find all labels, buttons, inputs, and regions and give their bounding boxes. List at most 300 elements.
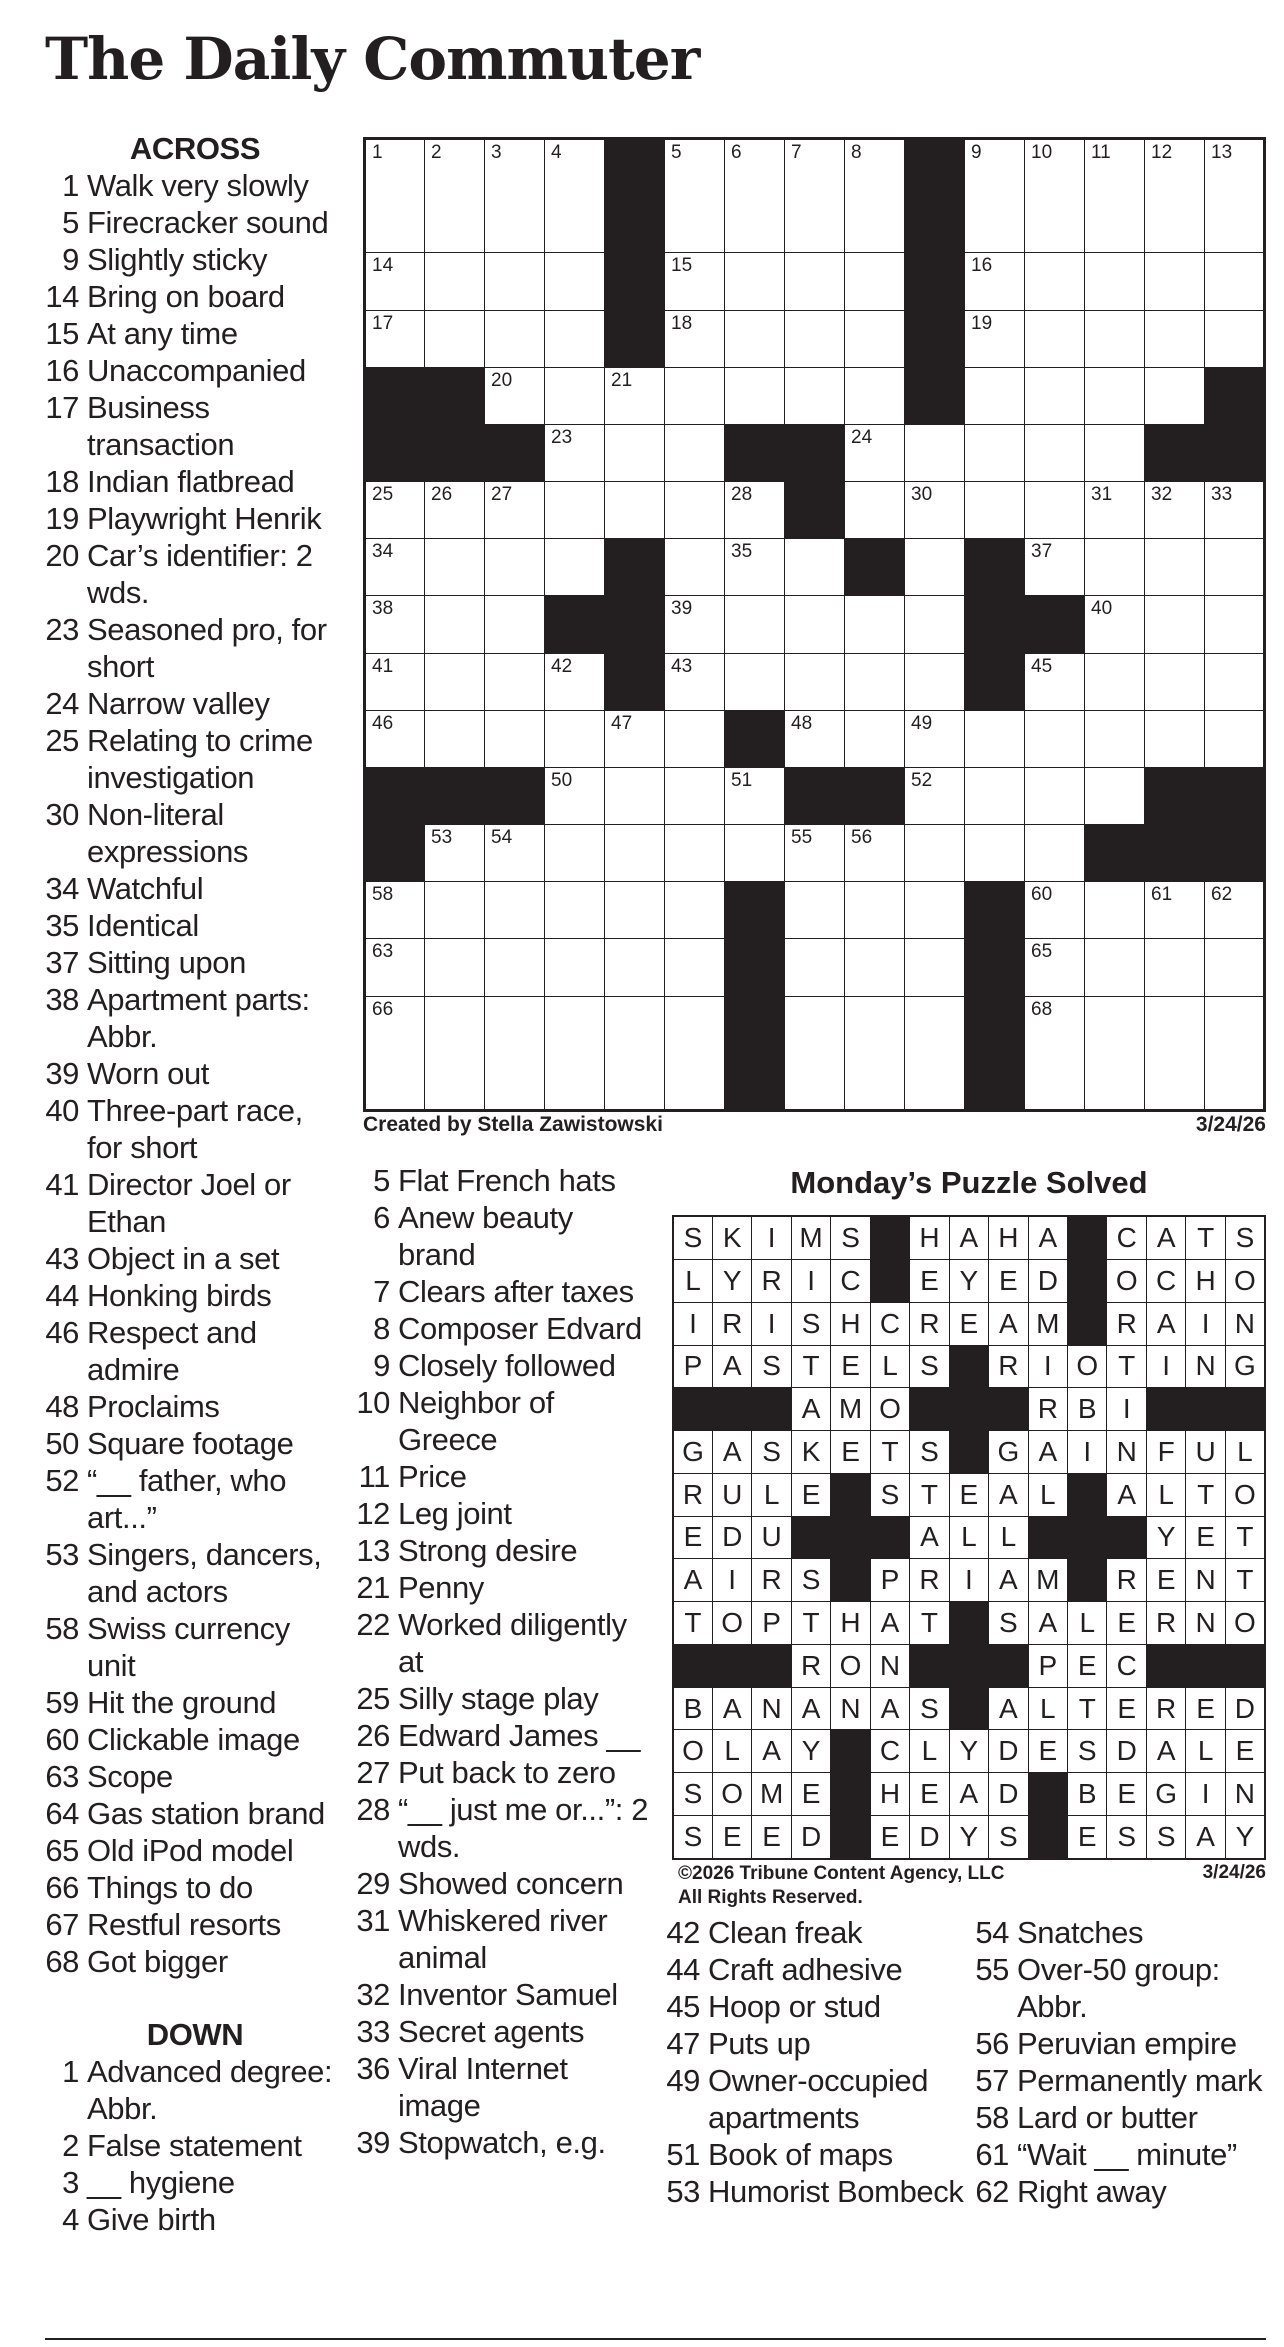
grid-cell[interactable] bbox=[665, 596, 725, 653]
grid-cell[interactable] bbox=[905, 996, 965, 1110]
grid-cell[interactable] bbox=[785, 825, 845, 882]
grid-cell[interactable] bbox=[485, 939, 545, 996]
grid-cell[interactable] bbox=[545, 482, 605, 539]
solution-letter: I bbox=[1186, 1302, 1225, 1345]
grid-cell[interactable] bbox=[1145, 882, 1205, 939]
grid-cell[interactable] bbox=[665, 653, 725, 710]
black-square bbox=[1145, 825, 1205, 882]
grid-cell[interactable] bbox=[1025, 996, 1085, 1110]
black-square bbox=[425, 767, 485, 824]
grid-cell[interactable] bbox=[1025, 310, 1085, 367]
grid-cell[interactable] bbox=[785, 367, 845, 424]
grid-row bbox=[365, 825, 1265, 882]
clue-text: Strong desire bbox=[398, 1533, 578, 1568]
grid-cell[interactable] bbox=[845, 825, 905, 882]
grid-cell[interactable] bbox=[605, 882, 665, 939]
grid-cell[interactable] bbox=[1025, 253, 1085, 310]
grid-cell[interactable] bbox=[485, 482, 545, 539]
grid-cell[interactable] bbox=[1025, 939, 1085, 996]
grid-cell[interactable] bbox=[545, 139, 605, 253]
grid-cell[interactable] bbox=[665, 767, 725, 824]
solution-black-square bbox=[831, 1773, 870, 1816]
grid-cell[interactable] bbox=[665, 367, 725, 424]
grid-cell[interactable] bbox=[905, 424, 965, 481]
clue bbox=[356, 2124, 656, 2161]
grid-cell[interactable] bbox=[1205, 596, 1265, 653]
grid-cell[interactable] bbox=[1145, 310, 1205, 367]
grid-cell[interactable] bbox=[365, 139, 425, 253]
grid-cell[interactable] bbox=[965, 767, 1025, 824]
solution-black-square bbox=[752, 1644, 791, 1687]
grid-cell[interactable] bbox=[905, 825, 965, 882]
clue bbox=[356, 1680, 656, 1717]
grid-cell[interactable] bbox=[665, 539, 725, 596]
solution-letter: T bbox=[1068, 1687, 1107, 1730]
grid-cell[interactable] bbox=[1025, 767, 1085, 824]
clue bbox=[45, 204, 345, 241]
grid-cell[interactable] bbox=[425, 882, 485, 939]
grid-cell[interactable] bbox=[1025, 825, 1085, 882]
grid-cell[interactable] bbox=[485, 596, 545, 653]
clue-number: 7 bbox=[373, 1274, 390, 1309]
grid-cell[interactable] bbox=[1025, 482, 1085, 539]
grid-cell[interactable] bbox=[665, 939, 725, 996]
clue-text: Bring on board bbox=[87, 279, 285, 314]
grid-cell[interactable] bbox=[425, 139, 485, 253]
solution-letter: R bbox=[1028, 1388, 1067, 1431]
grid-cell[interactable] bbox=[1085, 139, 1145, 253]
solution-letter: C bbox=[1107, 1216, 1146, 1260]
solution-letter: A bbox=[712, 1687, 751, 1730]
solution-black-square bbox=[1068, 1302, 1107, 1345]
grid-cell[interactable] bbox=[665, 825, 725, 882]
cell-number: 61 bbox=[1151, 884, 1173, 906]
grid-cell[interactable] bbox=[965, 367, 1025, 424]
grid-cell[interactable] bbox=[485, 653, 545, 710]
clue-text: Relating to crime investigation bbox=[87, 723, 313, 795]
grid-cell[interactable] bbox=[1085, 767, 1145, 824]
solution-letter: N bbox=[1186, 1345, 1225, 1388]
clue-text: Restful resorts bbox=[87, 1907, 281, 1942]
clue bbox=[45, 1721, 345, 1758]
grid-cell[interactable] bbox=[785, 539, 845, 596]
clue bbox=[975, 2136, 1275, 2173]
grid-cell[interactable] bbox=[425, 253, 485, 310]
grid-cell[interactable] bbox=[785, 253, 845, 310]
grid-cell[interactable] bbox=[725, 310, 785, 367]
grid-cell[interactable] bbox=[905, 939, 965, 996]
clue bbox=[45, 1610, 345, 1684]
grid-cell[interactable] bbox=[1085, 882, 1145, 939]
grid-cell[interactable] bbox=[605, 996, 665, 1110]
grid-cell[interactable] bbox=[785, 882, 845, 939]
solution-letter: G bbox=[1225, 1345, 1265, 1388]
solution-letter: R bbox=[752, 1559, 791, 1602]
grid-cell[interactable] bbox=[365, 482, 425, 539]
solution-letter: N bbox=[1186, 1602, 1225, 1645]
grid-cell[interactable] bbox=[425, 310, 485, 367]
solution-letter: N bbox=[870, 1644, 909, 1687]
grid-cell[interactable] bbox=[905, 710, 965, 767]
grid-cell[interactable] bbox=[545, 882, 605, 939]
solution-black-square bbox=[1068, 1216, 1107, 1260]
grid-cell[interactable] bbox=[545, 767, 605, 824]
black-square bbox=[485, 424, 545, 481]
grid-cell[interactable] bbox=[1205, 482, 1265, 539]
grid-cell[interactable] bbox=[1205, 882, 1265, 939]
solution-letter: L bbox=[712, 1730, 751, 1773]
solution-letter: N bbox=[1225, 1773, 1265, 1816]
clue-number: 60 bbox=[45, 1722, 79, 1757]
cell-number: 6 bbox=[731, 142, 742, 163]
crossword-grid[interactable] bbox=[363, 137, 1266, 1112]
grid-cell[interactable] bbox=[365, 996, 425, 1110]
grid-cell[interactable] bbox=[365, 539, 425, 596]
cell-number: 1 bbox=[372, 142, 383, 163]
grid-cell[interactable] bbox=[545, 310, 605, 367]
grid-cell[interactable] bbox=[1085, 939, 1145, 996]
solution-letter: O bbox=[712, 1602, 751, 1645]
grid-cell[interactable] bbox=[1025, 539, 1085, 596]
solution-letter: A bbox=[712, 1431, 751, 1474]
grid-cell[interactable] bbox=[1085, 253, 1145, 310]
grid-cell[interactable] bbox=[605, 367, 665, 424]
grid-cell[interactable] bbox=[545, 710, 605, 767]
grid-cell[interactable] bbox=[365, 596, 425, 653]
grid-cell[interactable] bbox=[1145, 996, 1205, 1110]
grid-cell[interactable] bbox=[845, 653, 905, 710]
grid-cell[interactable] bbox=[1085, 539, 1145, 596]
grid-cell[interactable] bbox=[845, 482, 905, 539]
copyright-line-1: ©2026 Tribune Content Agency, LLC bbox=[678, 1863, 1005, 1884]
clue-text: Leg joint bbox=[398, 1496, 512, 1531]
grid-cell[interactable] bbox=[1205, 996, 1265, 1110]
solution-letter: E bbox=[831, 1431, 870, 1474]
grid-cell[interactable] bbox=[845, 882, 905, 939]
grid-cell[interactable] bbox=[665, 996, 725, 1110]
solution-letter: E bbox=[910, 1773, 949, 1816]
grid-cell[interactable] bbox=[965, 825, 1025, 882]
solution-letter: E bbox=[712, 1815, 751, 1859]
grid-cell[interactable] bbox=[365, 653, 425, 710]
black-square bbox=[365, 367, 425, 424]
grid-cell[interactable] bbox=[1145, 539, 1205, 596]
grid-cell[interactable] bbox=[905, 653, 965, 710]
clue-number: 59 bbox=[45, 1685, 79, 1720]
grid-cell[interactable] bbox=[1025, 367, 1085, 424]
cell-number: 62 bbox=[1211, 884, 1233, 906]
grid-cell[interactable] bbox=[845, 424, 905, 481]
cell-number: 56 bbox=[851, 827, 873, 849]
cell-number: 23 bbox=[551, 426, 573, 448]
grid-cell[interactable] bbox=[1025, 882, 1085, 939]
clue bbox=[666, 1914, 966, 1951]
clue-text: Humorist Bombeck bbox=[708, 2174, 964, 2209]
grid-cell[interactable] bbox=[545, 424, 605, 481]
grid-cell[interactable] bbox=[965, 482, 1025, 539]
clue-text: Silly stage play bbox=[398, 1681, 599, 1716]
solution-letter: D bbox=[989, 1773, 1028, 1816]
grid-cell[interactable] bbox=[1205, 710, 1265, 767]
grid-cell[interactable] bbox=[665, 882, 725, 939]
solution-black-square bbox=[831, 1516, 870, 1559]
grid-cell[interactable] bbox=[545, 367, 605, 424]
grid-cell[interactable] bbox=[545, 653, 605, 710]
solution-black-square bbox=[1146, 1388, 1185, 1431]
grid-cell[interactable] bbox=[425, 939, 485, 996]
solution-letter: I bbox=[673, 1302, 712, 1345]
clue-text: Slightly sticky bbox=[87, 242, 268, 277]
cell-number: 42 bbox=[551, 655, 573, 677]
grid-cell[interactable] bbox=[905, 539, 965, 596]
grid-cell[interactable] bbox=[845, 253, 905, 310]
grid-cell[interactable] bbox=[1025, 424, 1085, 481]
solution-letter: L bbox=[989, 1516, 1028, 1559]
grid-row bbox=[365, 424, 1265, 481]
grid-cell[interactable] bbox=[1025, 139, 1085, 253]
grid-cell[interactable] bbox=[485, 253, 545, 310]
grid-cell[interactable] bbox=[905, 482, 965, 539]
grid-cell[interactable] bbox=[1205, 139, 1265, 253]
grid-cell[interactable] bbox=[725, 482, 785, 539]
grid-cell[interactable] bbox=[425, 996, 485, 1110]
clue-text: Closely followed bbox=[398, 1348, 616, 1383]
grid-cell[interactable] bbox=[785, 996, 845, 1110]
grid-cell[interactable] bbox=[665, 139, 725, 253]
clue-text: Sitting upon bbox=[87, 945, 246, 980]
grid-cell[interactable] bbox=[785, 139, 845, 253]
grid-cell[interactable] bbox=[605, 424, 665, 481]
clue bbox=[45, 278, 345, 315]
grid-cell[interactable] bbox=[665, 253, 725, 310]
grid-cell[interactable] bbox=[1205, 253, 1265, 310]
clue bbox=[45, 1166, 345, 1240]
grid-cell[interactable] bbox=[965, 710, 1025, 767]
grid-cell[interactable] bbox=[605, 939, 665, 996]
grid-cell[interactable] bbox=[485, 139, 545, 253]
clue-text: Peruvian empire bbox=[1017, 2026, 1237, 2061]
grid-cell[interactable] bbox=[665, 424, 725, 481]
grid-cell[interactable] bbox=[1085, 482, 1145, 539]
clue-text: Respect and admire bbox=[87, 1315, 257, 1387]
grid-cell[interactable] bbox=[425, 482, 485, 539]
grid-cell[interactable] bbox=[365, 939, 425, 996]
grid-cell[interactable] bbox=[1085, 596, 1145, 653]
grid-cell[interactable] bbox=[725, 539, 785, 596]
grid-cell[interactable] bbox=[425, 596, 485, 653]
grid-cell[interactable] bbox=[845, 939, 905, 996]
grid-cell[interactable] bbox=[905, 767, 965, 824]
grid-cell[interactable] bbox=[545, 253, 605, 310]
clue-text: Worked diligently at bbox=[398, 1607, 627, 1679]
grid-cell[interactable] bbox=[1145, 482, 1205, 539]
clue-number: 11 bbox=[358, 1459, 390, 1494]
solution-letter: T bbox=[673, 1602, 712, 1645]
solution-black-square bbox=[910, 1644, 949, 1687]
solution-letter: I bbox=[1068, 1431, 1107, 1474]
grid-cell[interactable] bbox=[425, 825, 485, 882]
grid-cell[interactable] bbox=[845, 996, 905, 1110]
grid-cell[interactable] bbox=[605, 710, 665, 767]
solution-row bbox=[673, 1730, 1265, 1773]
grid-cell[interactable] bbox=[845, 310, 905, 367]
grid-cell[interactable] bbox=[725, 596, 785, 653]
clue-number: 41 bbox=[45, 1167, 79, 1202]
grid-cell[interactable] bbox=[1085, 710, 1145, 767]
solution-letter: R bbox=[752, 1260, 791, 1303]
cell-number: 66 bbox=[372, 998, 394, 1020]
grid-cell[interactable] bbox=[665, 310, 725, 367]
grid-cell[interactable] bbox=[425, 710, 485, 767]
grid-cell[interactable] bbox=[785, 939, 845, 996]
solution-black-square bbox=[1068, 1473, 1107, 1516]
clue bbox=[666, 2136, 966, 2173]
clue-number: 49 bbox=[666, 2063, 700, 2098]
grid-cell[interactable] bbox=[365, 310, 425, 367]
grid-cell[interactable] bbox=[785, 710, 845, 767]
grid-cell[interactable] bbox=[785, 310, 845, 367]
solution-letter: A bbox=[673, 1559, 712, 1602]
grid-cell[interactable] bbox=[485, 882, 545, 939]
grid-cell[interactable] bbox=[1205, 310, 1265, 367]
grid-cell[interactable] bbox=[1085, 424, 1145, 481]
grid-cell[interactable] bbox=[1205, 939, 1265, 996]
cell-number: 21 bbox=[611, 369, 633, 391]
clue bbox=[45, 1869, 345, 1906]
grid-cell[interactable] bbox=[725, 767, 785, 824]
clue bbox=[975, 2062, 1275, 2099]
solution-letter: A bbox=[1146, 1730, 1185, 1773]
clue bbox=[45, 1943, 345, 1980]
grid-cell[interactable] bbox=[665, 482, 725, 539]
grid-cell[interactable] bbox=[1145, 939, 1205, 996]
grid-cell[interactable] bbox=[1145, 367, 1205, 424]
down-clue-list-2 bbox=[356, 1162, 656, 2161]
grid-cell[interactable] bbox=[845, 710, 905, 767]
grid-cell[interactable] bbox=[485, 310, 545, 367]
clue bbox=[356, 1754, 656, 1791]
grid-cell[interactable] bbox=[485, 710, 545, 767]
solution-black-square bbox=[949, 1644, 988, 1687]
solution-letter: A bbox=[910, 1516, 949, 1559]
solution-black-square bbox=[673, 1644, 712, 1687]
grid-cell[interactable] bbox=[725, 253, 785, 310]
grid-cell[interactable] bbox=[1145, 710, 1205, 767]
grid-cell[interactable] bbox=[1145, 253, 1205, 310]
grid-cell[interactable] bbox=[845, 139, 905, 253]
grid-cell[interactable] bbox=[605, 767, 665, 824]
clue-number: 22 bbox=[356, 1607, 390, 1642]
grid-cell[interactable] bbox=[1145, 596, 1205, 653]
grid-cell[interactable] bbox=[545, 539, 605, 596]
grid-cell[interactable] bbox=[1205, 653, 1265, 710]
solution-black-square bbox=[1028, 1773, 1067, 1816]
solution-letter: A bbox=[712, 1345, 751, 1388]
grid-cell[interactable] bbox=[425, 539, 485, 596]
grid-cell[interactable] bbox=[545, 996, 605, 1110]
grid-cell[interactable] bbox=[1145, 139, 1205, 253]
grid-cell[interactable] bbox=[485, 996, 545, 1110]
cell-number: 37 bbox=[1031, 541, 1053, 563]
clue-number: 37 bbox=[45, 945, 79, 980]
grid-cell[interactable] bbox=[365, 253, 425, 310]
grid-cell[interactable] bbox=[845, 367, 905, 424]
solution-letter: C bbox=[831, 1260, 870, 1303]
black-square bbox=[725, 424, 785, 481]
solution-black-square bbox=[752, 1388, 791, 1431]
solution-letter: D bbox=[989, 1730, 1028, 1773]
grid-cell[interactable] bbox=[905, 882, 965, 939]
solution-black-square bbox=[870, 1516, 909, 1559]
solution-letter: D bbox=[1107, 1730, 1146, 1773]
grid-cell[interactable] bbox=[965, 139, 1025, 253]
cell-number: 51 bbox=[731, 769, 753, 791]
grid-cell[interactable] bbox=[665, 710, 725, 767]
solution-letter: E bbox=[1107, 1602, 1146, 1645]
solution-letter: H bbox=[989, 1216, 1028, 1260]
clue-text: Car’s identifier: 2 wds. bbox=[87, 538, 313, 610]
grid-cell[interactable] bbox=[545, 825, 605, 882]
grid-cell[interactable] bbox=[605, 482, 665, 539]
clue-text: False statement bbox=[87, 2128, 302, 2163]
clue-text: Business transaction bbox=[87, 390, 235, 462]
grid-cell[interactable] bbox=[1205, 539, 1265, 596]
clue-text: Proclaims bbox=[87, 1389, 220, 1424]
grid-cell[interactable] bbox=[725, 139, 785, 253]
grid-cell[interactable] bbox=[545, 939, 605, 996]
grid-cell[interactable] bbox=[845, 596, 905, 653]
grid-cell[interactable] bbox=[725, 825, 785, 882]
grid-cell[interactable] bbox=[785, 596, 845, 653]
grid-cell[interactable] bbox=[1085, 310, 1145, 367]
clue-number: 58 bbox=[45, 1611, 79, 1646]
grid-cell[interactable] bbox=[725, 653, 785, 710]
solution-black-square bbox=[791, 1516, 830, 1559]
grid-cell[interactable] bbox=[965, 310, 1025, 367]
copyright-line-2: All Rights Reserved. bbox=[678, 1887, 863, 1908]
clue bbox=[45, 352, 345, 389]
grid-cell[interactable] bbox=[1085, 653, 1145, 710]
solution-letter: C bbox=[870, 1302, 909, 1345]
grid-cell[interactable] bbox=[485, 539, 545, 596]
grid-cell[interactable] bbox=[1085, 996, 1145, 1110]
grid-cell[interactable] bbox=[605, 825, 665, 882]
grid-cell[interactable] bbox=[785, 653, 845, 710]
solution-letter: E bbox=[1225, 1730, 1265, 1773]
grid-cell[interactable] bbox=[1145, 653, 1205, 710]
solution-letter: R bbox=[910, 1559, 949, 1602]
grid-cell[interactable] bbox=[1025, 653, 1085, 710]
down-clues-col3 bbox=[666, 1914, 966, 2210]
clue bbox=[45, 981, 345, 1055]
solution-letter: S bbox=[752, 1431, 791, 1474]
grid-cell[interactable] bbox=[965, 253, 1025, 310]
solution-letter: E bbox=[831, 1345, 870, 1388]
grid-cell[interactable] bbox=[1025, 710, 1085, 767]
clue-text: At any time bbox=[87, 316, 238, 351]
grid-cell[interactable] bbox=[365, 710, 425, 767]
grid-cell[interactable] bbox=[965, 424, 1025, 481]
clue-number: 61 bbox=[975, 2137, 1009, 2172]
grid-cell[interactable] bbox=[725, 367, 785, 424]
grid-cell[interactable] bbox=[425, 653, 485, 710]
grid-cell[interactable] bbox=[1085, 367, 1145, 424]
solution-letter: H bbox=[910, 1216, 949, 1260]
grid-cell[interactable] bbox=[365, 882, 425, 939]
grid-cell[interactable] bbox=[485, 367, 545, 424]
grid-cell[interactable] bbox=[905, 596, 965, 653]
grid-cell[interactable] bbox=[485, 825, 545, 882]
